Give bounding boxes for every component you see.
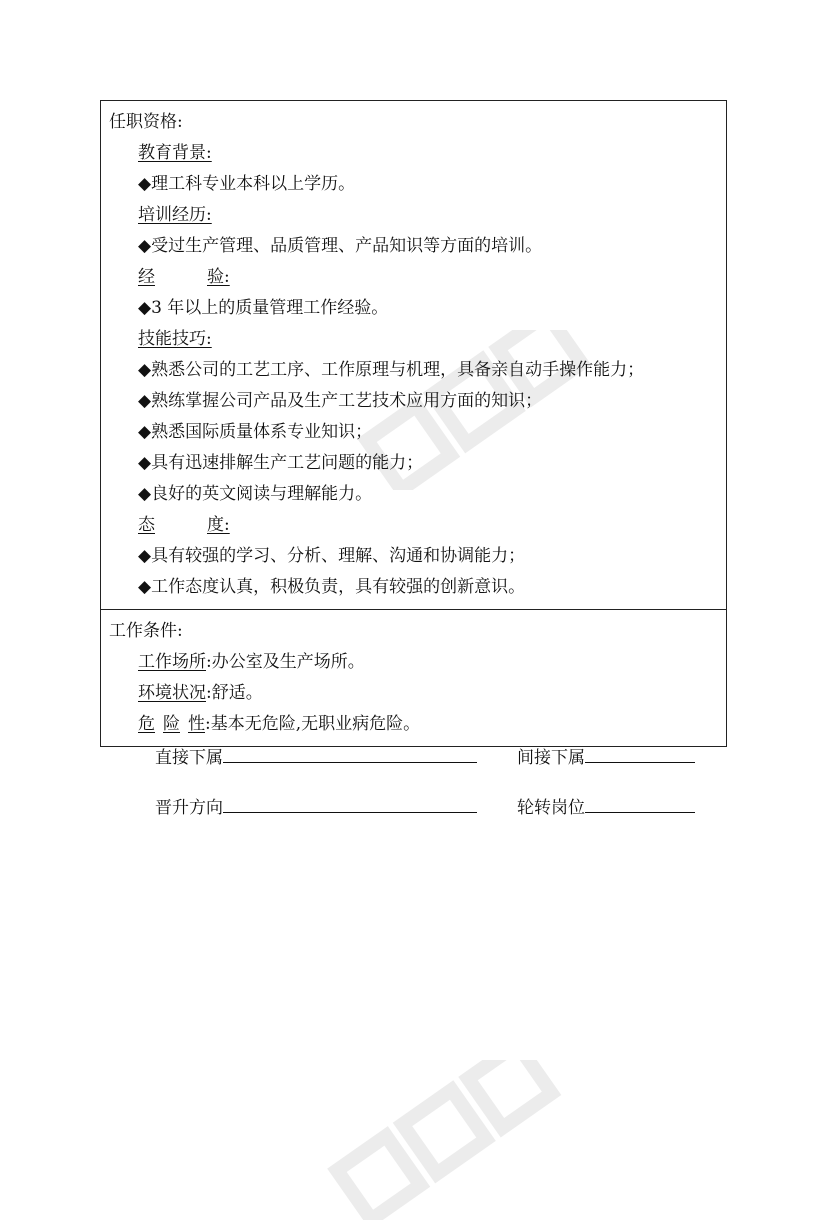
attitude-item: ◆工作态度认真，积极负责，具有较强的创新意识。: [138, 577, 526, 597]
direct-subordinate-blank[interactable]: [223, 744, 477, 763]
environment-label: 环境状况: [138, 683, 206, 703]
direct-subordinate-label: 直接下属: [155, 748, 223, 768]
place-label: 工作场所: [138, 652, 206, 672]
rotation-position-blank[interactable]: [585, 794, 695, 813]
risk-row: [109, 709, 718, 740]
place-value: :办公室及生产场所。: [206, 652, 365, 672]
environment-value: :舒适。: [206, 683, 263, 703]
skills-item: ◆具有迅速排解生产工艺问题的能力；: [138, 453, 424, 473]
skills-item: ◆熟练掌握公司产品及生产工艺技术应用方面的知识；: [138, 391, 543, 411]
attitude-item: ◆具有较强的学习、分析、理解、沟通和协调能力；: [138, 546, 526, 566]
indirect-subordinate-blank[interactable]: [585, 744, 695, 763]
experience-item: ◆3 年以上的质量管理工作经验。: [138, 298, 389, 318]
environment-row: [109, 678, 718, 709]
skills-item: ◆良好的英文阅读与理解能力。: [138, 484, 373, 504]
promotion-direction-label: 晋升方向: [155, 798, 223, 818]
attitude-label: 态 度:: [138, 515, 230, 535]
place-row: [109, 647, 718, 678]
skills-item: ◆熟悉国际质量体系专业知识；: [138, 422, 373, 442]
watermark-graphic-bottom: [300, 1060, 600, 1220]
footer-row-career: [155, 794, 715, 818]
risk-label: 危 险 性: [138, 714, 205, 734]
education-label: 教育背景:: [138, 143, 212, 163]
conditions-title: 工作条件:: [109, 621, 183, 641]
promotion-direction-blank[interactable]: [223, 794, 477, 813]
risk-value: :基本无危险,无职业病危险。: [205, 714, 421, 734]
education-item: ◆理工科专业本科以上学历。: [138, 174, 356, 194]
skills-label: 技能技巧:: [138, 329, 212, 349]
training-item: ◆受过生产管理、品质管理、产品知识等方面的培训。: [138, 236, 543, 256]
qualifications-title: 任职资格:: [109, 112, 183, 132]
conditions-section: [101, 609, 726, 746]
training-label: 培训经历:: [138, 205, 212, 225]
experience-label: 经 验:: [138, 267, 230, 287]
job-description-table: [100, 100, 727, 747]
indirect-subordinate-label: 间接下属: [517, 748, 585, 768]
footer-row-subordinates: [155, 744, 715, 768]
skills-item: ◆熟悉公司的工艺工序、工作原理与机理，具备亲自动手操作能力；: [138, 360, 645, 380]
rotation-position-label: 轮转岗位: [517, 798, 585, 818]
qualifications-section: [101, 101, 726, 609]
